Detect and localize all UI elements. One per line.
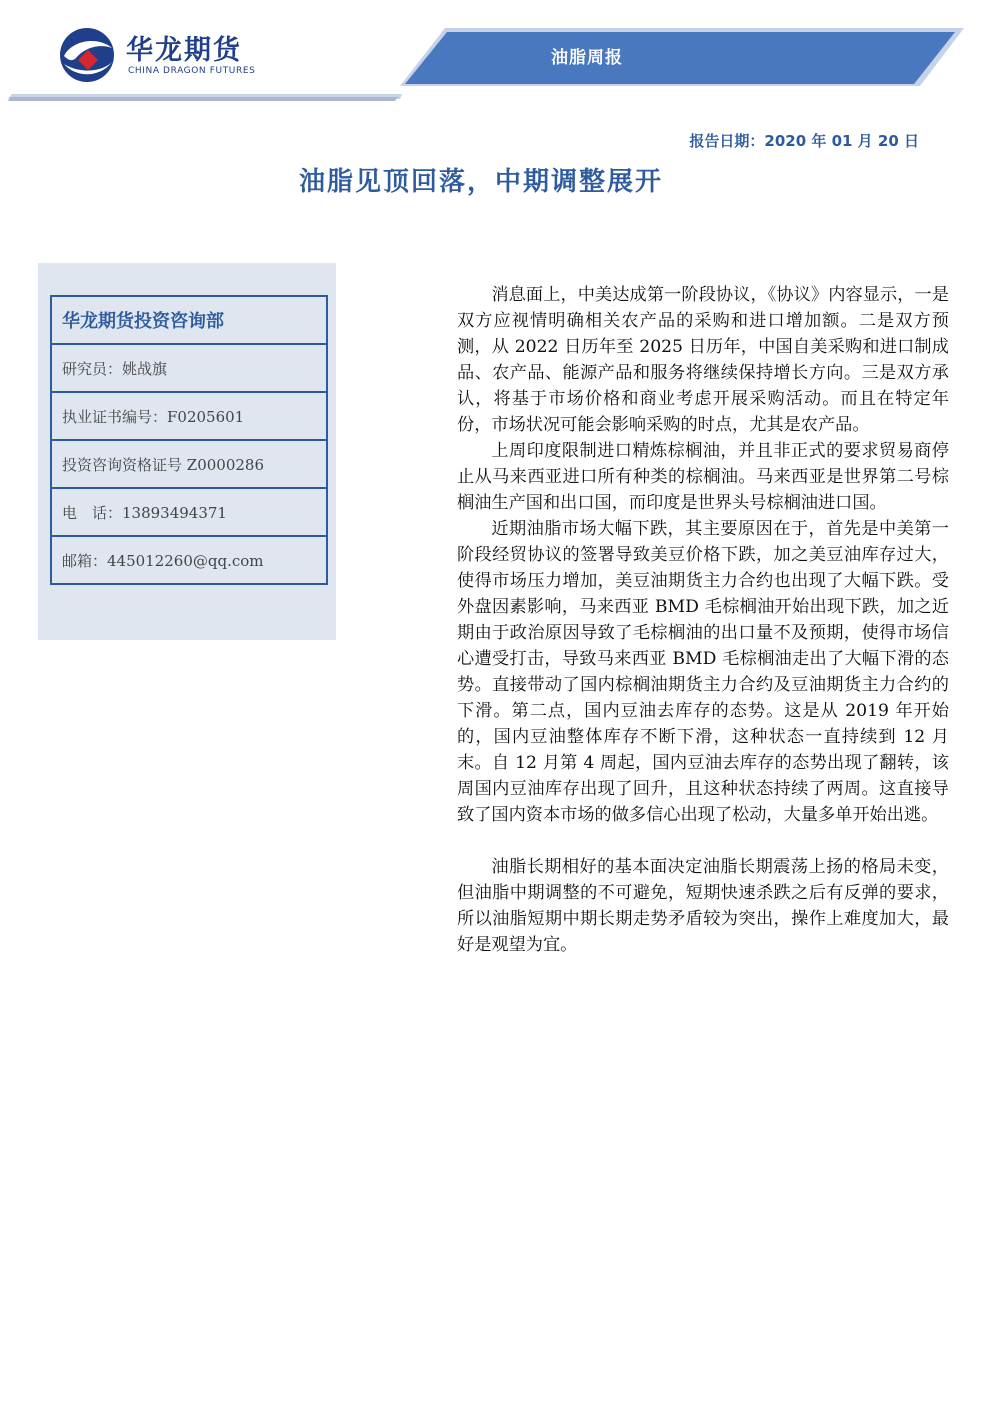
- paragraph: 油脂长期相好的基本面决定油脂长期震荡上扬的格局未变，但油脂中期调整的不可避免，短期快速杀跌之后有反弹的要求，所以油脂短期中期长期走势矛盾较为突出，操作上难度加大，最好是观望为宜。: [457, 857, 949, 955]
- header-rule: [8, 97, 398, 101]
- company-logo: [58, 26, 318, 84]
- consulting-qualification-number: 投资咨询资格证号 Z0000286: [52, 441, 326, 489]
- analyst-info-table: [50, 295, 328, 585]
- report-date: 报告日期：2020 年 01 月 20 日: [689, 132, 919, 150]
- report-body: [457, 282, 949, 958]
- logo-name-en: CHINA DRAGON FUTURES: [128, 66, 256, 76]
- banner-shape: [405, 32, 955, 84]
- paragraph: 消息面上，中美达成第一阶段协议，《协议》内容显示，一是双方应视情明确相关农产品的采购和进口增加额。二是双方预测，从 2022 日历年至 2025 日历年，中国自美采购和进口制成品、农产品、能源产品和服务将继续保持增长方向。三是双方承认，将基于市场价格和商业考虑开展采购活动。而且在特定年份，市场状况可能会影响采购的时点，尤其是农产品。: [457, 285, 949, 435]
- china-dragon-logo-icon: [58, 26, 116, 84]
- phone-number: 电 话：13893494371: [52, 489, 326, 537]
- email-address: 邮箱：445012260@qq.com: [52, 537, 326, 585]
- department-heading: 华龙期货投资咨询部: [52, 297, 326, 345]
- paragraph: 上周印度限制进口精炼棕榈油，并且非正式的要求贸易商停止从马来西亚进口所有种类的棕榈油。马来西亚是世界第二号棕榈油生产国和出口国，而印度是世界头号棕榈油进口国。: [457, 441, 949, 513]
- logo-name-cn: 华龙期货: [126, 35, 242, 66]
- analyst-name: 研究员：姚战旗: [52, 345, 326, 393]
- paragraph: 近期油脂市场大幅下跌，其主要原因在于，首先是中美第一阶段经贸协议的签署导致美豆价格下跌，加之美豆油库存过大，使得市场压力增加，美豆油期货主力合约也出现了大幅下跌。受外盘因素影响，马来西亚 BMD 毛棕榈油开始出现下跌，加之近期由于政治原因导致了毛棕榈油的出口量不及预期，使得市场信心遭受打击，导致马来西亚 BMD 毛棕榈油走出了大幅下滑的态势。直接带动了国内棕榈油期货主力合约及豆油期货主力合约的下滑。第二点，国内豆油去库存的态势。这是从 2019 年开始的，国内豆油整体库存不断下滑，这种状态一直持续到 12 月末。自 12 月第 4 周起，国内豆油去库存的态势出现了翻转，该周国内豆油库存出现了回升，且这种状态持续了两周。这直接导致了国内资本市场的做多信心出现了松动，大量多单开始出逃。: [457, 519, 949, 825]
- license-number: 执业证书编号：F0205601: [52, 393, 326, 441]
- report-type-label: 油脂周报: [551, 48, 623, 68]
- page-header: [0, 0, 992, 110]
- report-title: 油脂见顶回落，中期调整展开: [298, 167, 663, 197]
- analyst-info-card: [38, 263, 336, 640]
